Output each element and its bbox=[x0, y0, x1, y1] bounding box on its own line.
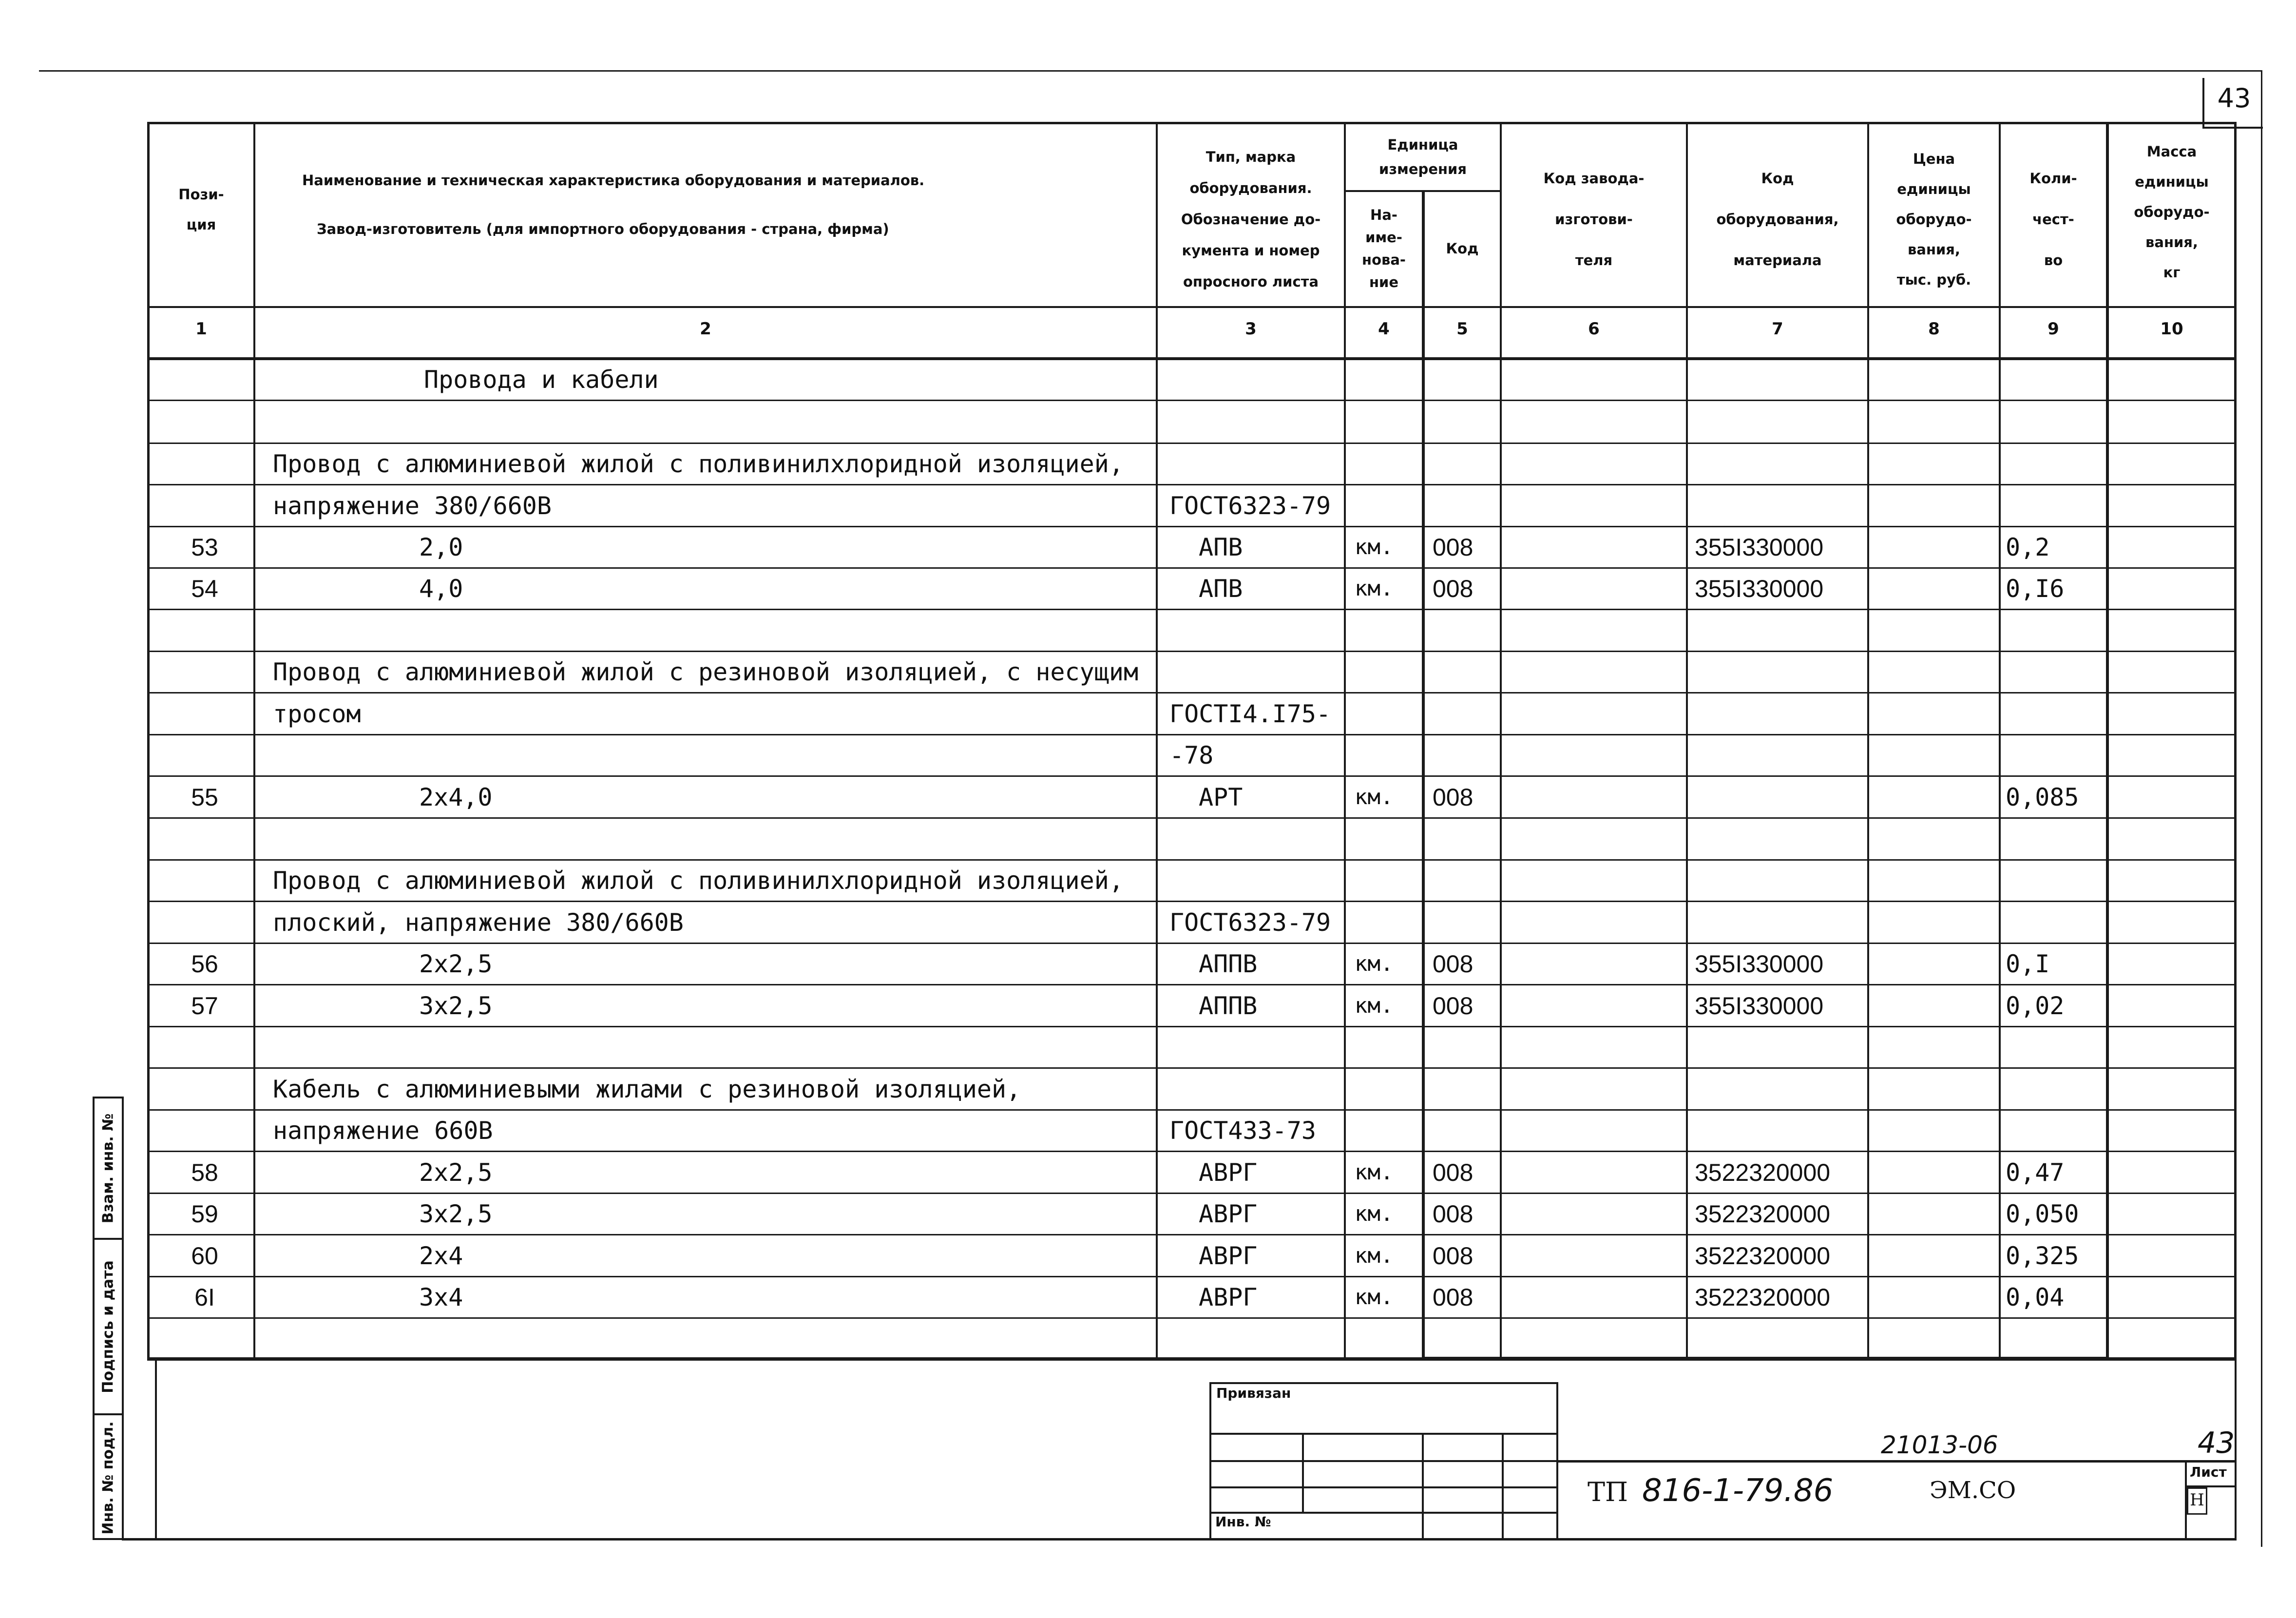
cell-position: 59 bbox=[191, 1200, 218, 1228]
cell-type: АППВ bbox=[1199, 950, 1258, 978]
table-row-line bbox=[147, 1234, 2237, 1235]
table-row-line bbox=[147, 609, 2237, 610]
cell-name: Провода и кабели bbox=[424, 366, 659, 394]
table-row-line bbox=[147, 484, 2237, 485]
cell-name: 4,0 bbox=[419, 575, 463, 603]
table-row-line bbox=[147, 1317, 2237, 1319]
cell-position: 60 bbox=[191, 1242, 218, 1270]
table-row-line bbox=[147, 526, 2237, 527]
sheet-number-bottom: 43 bbox=[2198, 1426, 2235, 1460]
privyazan-row-2 bbox=[1209, 1460, 1558, 1462]
colnum-4: 4 bbox=[1378, 319, 1390, 339]
cell-type: ГОСТ6323-79 bbox=[1169, 908, 1331, 937]
col-line-7 bbox=[1867, 122, 1869, 1360]
bottom-frame-top bbox=[147, 1358, 2237, 1360]
bottom-frame-bottom bbox=[122, 1538, 2237, 1541]
col-line-6 bbox=[1686, 122, 1688, 1360]
cell-quantity: 0,47 bbox=[2006, 1158, 2065, 1187]
cell-equipment-code: 355I330000 bbox=[1695, 534, 1824, 561]
table-row-line bbox=[147, 775, 2237, 777]
cell-position: 55 bbox=[191, 784, 218, 811]
cell-type: АППВ bbox=[1199, 992, 1258, 1020]
cell-quantity: 0,085 bbox=[2006, 783, 2079, 811]
table-row-line bbox=[147, 651, 2237, 652]
cell-unit: км. bbox=[1355, 535, 1394, 559]
col-line-8 bbox=[1999, 122, 2001, 1360]
cell-equipment-code: 3522320000 bbox=[1695, 1159, 1831, 1186]
cell-type: -78 bbox=[1169, 741, 1214, 770]
cell-position: 57 bbox=[191, 992, 218, 1020]
cell-type: АПВ bbox=[1199, 575, 1243, 603]
cell-name: Провод с алюминиевой жилой с поливинилхлоридной изоляцией, bbox=[273, 450, 1124, 478]
col-line-1 bbox=[253, 122, 255, 1360]
header-mass: Масса единицы оборудо- вания, кг bbox=[2134, 143, 2210, 281]
table-row-line bbox=[147, 1109, 2237, 1111]
colnum-7: 7 bbox=[1772, 319, 1783, 339]
cell-position: 53 bbox=[191, 534, 218, 561]
cell-equipment-code: 3522320000 bbox=[1695, 1242, 1831, 1270]
document-code: 816-1-79.86 bbox=[1642, 1473, 1834, 1509]
bottom-frame-right bbox=[2235, 1358, 2237, 1540]
privyazan-label: Привязан bbox=[1216, 1385, 1291, 1401]
cell-position: 6I bbox=[194, 1284, 215, 1311]
cell-position: 54 bbox=[191, 575, 218, 602]
colnum-5: 5 bbox=[1456, 319, 1468, 339]
side-stamp-vzam: Взам. инв. № bbox=[99, 1113, 117, 1223]
table-row-line bbox=[147, 567, 2237, 569]
header-unit-group: Единица измерения bbox=[1379, 136, 1467, 177]
privyazan-col-1 bbox=[1302, 1433, 1304, 1512]
cell-equipment-code: 355I330000 bbox=[1695, 992, 1824, 1020]
cell-unit: км. bbox=[1355, 951, 1394, 976]
colnum-8: 8 bbox=[1928, 319, 1940, 339]
cell-name: 2х4,0 bbox=[419, 783, 493, 811]
table-row-line bbox=[147, 901, 2237, 902]
side-stamp-inv-podl: Инв. № подл. bbox=[99, 1421, 117, 1535]
cell-unit-code: 008 bbox=[1433, 992, 1473, 1020]
cell-name: плоский, напряжение 380/660В bbox=[273, 908, 684, 937]
cell-type: ГОСТ6323-79 bbox=[1169, 492, 1331, 520]
cell-name: напряжение 660В bbox=[273, 1117, 493, 1145]
cell-name: Провод с алюминиевой жилой с поливинилхлоридной изоляцией, bbox=[273, 867, 1124, 895]
privyazan-row-1 bbox=[1209, 1433, 1558, 1435]
table-row-line bbox=[147, 817, 2237, 819]
cell-type: ГОСТI4.I75- bbox=[1169, 700, 1331, 728]
table-row-line bbox=[147, 1026, 2237, 1027]
col-line-2 bbox=[1156, 122, 1158, 1360]
colnum-1: 1 bbox=[195, 319, 207, 339]
cell-name: 2х4 bbox=[419, 1242, 463, 1270]
header-name-line1: Наименование и техническая характеристика оборудования и материалов. bbox=[302, 172, 925, 189]
section-code: ЭМ.СО bbox=[1930, 1477, 2016, 1504]
cell-unit-code: 008 bbox=[1433, 950, 1473, 978]
cell-unit-code: 008 bbox=[1433, 784, 1473, 811]
sheet-in-box: Н bbox=[2187, 1487, 2207, 1515]
cell-unit-code: 008 bbox=[1433, 1284, 1473, 1311]
table-row-line bbox=[147, 1276, 2237, 1277]
cell-type: АВРГ bbox=[1199, 1158, 1258, 1187]
header-equipment-code: Код оборудования, материала bbox=[1716, 170, 1839, 269]
table-row-line bbox=[147, 984, 2237, 985]
cell-unit-code: 008 bbox=[1433, 1242, 1473, 1270]
cell-quantity: 0,I6 bbox=[2006, 575, 2065, 603]
privyazan-row-3 bbox=[1209, 1486, 1558, 1488]
table-row-line bbox=[147, 1151, 2237, 1152]
col-line-9 bbox=[2106, 122, 2109, 1360]
cell-type: АВРГ bbox=[1199, 1200, 1258, 1228]
table-row-line bbox=[147, 443, 2237, 444]
colnum-2: 2 bbox=[700, 319, 711, 339]
header-bottom-line bbox=[147, 306, 2237, 308]
cell-type: АВРГ bbox=[1199, 1283, 1258, 1311]
header-position: Пози- ция bbox=[178, 186, 224, 233]
table-row-line bbox=[147, 400, 2237, 401]
title-block-top bbox=[1558, 1460, 2237, 1463]
colnum-bottom-line bbox=[147, 357, 2237, 360]
cell-name: 2,0 bbox=[419, 533, 463, 561]
cell-unit: км. bbox=[1355, 785, 1394, 809]
cell-unit: км. bbox=[1355, 1243, 1394, 1268]
cell-quantity: 0,325 bbox=[2006, 1242, 2079, 1270]
col-line-4 bbox=[1422, 190, 1425, 1360]
cell-unit-code: 008 bbox=[1433, 575, 1473, 602]
cell-unit: км. bbox=[1355, 576, 1394, 601]
cell-equipment-code: 3522320000 bbox=[1695, 1284, 1831, 1311]
sheet-right-border bbox=[2261, 70, 2262, 1547]
cell-quantity: 0,I bbox=[2006, 950, 2050, 978]
cell-type: АПВ bbox=[1199, 533, 1243, 561]
cell-quantity: 0,02 bbox=[2006, 992, 2065, 1020]
cell-type: ГОСТ433-73 bbox=[1169, 1117, 1317, 1145]
table-row-line bbox=[147, 1193, 2237, 1194]
table-row-line bbox=[147, 734, 2237, 735]
sheet-label: Лист bbox=[2190, 1464, 2227, 1480]
table-row-line bbox=[147, 859, 2237, 861]
cell-type: АРТ bbox=[1199, 783, 1243, 811]
cell-name: 3х4 bbox=[419, 1283, 463, 1311]
cell-position: 56 bbox=[191, 950, 218, 978]
header-quantity: Коли- чест- во bbox=[2029, 170, 2077, 269]
cell-equipment-code: 3522320000 bbox=[1695, 1200, 1831, 1228]
bottom-frame-left bbox=[155, 1358, 157, 1540]
document-code-prefix: ТП bbox=[1588, 1477, 1628, 1507]
cell-unit: км. bbox=[1355, 1160, 1394, 1185]
colnum-9: 9 bbox=[2047, 319, 2059, 339]
privyazan-col-2 bbox=[1422, 1433, 1424, 1538]
cell-equipment-code: 355I330000 bbox=[1695, 950, 1824, 978]
cell-name: напряжение 380/660В bbox=[273, 492, 552, 520]
privyazan-col-3 bbox=[1502, 1433, 1504, 1538]
cell-name: тросом bbox=[273, 700, 361, 728]
header-plant-code: Код завода- изготови- теля bbox=[1543, 170, 1645, 269]
cell-unit-code: 008 bbox=[1433, 534, 1473, 561]
cell-unit-code: 008 bbox=[1433, 1200, 1473, 1228]
table-row-line bbox=[147, 943, 2237, 944]
colnum-3: 3 bbox=[1245, 319, 1257, 339]
colnum-10: 10 bbox=[2160, 319, 2183, 339]
cell-name: 2х2,5 bbox=[419, 950, 493, 978]
cell-unit: км. bbox=[1355, 1285, 1394, 1310]
table-row-line bbox=[147, 1067, 2237, 1069]
cell-quantity: 0,2 bbox=[2006, 533, 2050, 561]
cell-name: 3х2,5 bbox=[419, 992, 493, 1020]
colnum-6: 6 bbox=[1588, 319, 1600, 339]
header-name-line2: Завод-изготовитель (для импортного оборудования - страна, фирма) bbox=[317, 221, 889, 237]
cell-name: 3х2,5 bbox=[419, 1200, 493, 1228]
cell-name: Провод с алюминиевой жилой с резиновой изоляцией, с несущим bbox=[273, 658, 1139, 686]
cell-name: 2х2,5 bbox=[419, 1158, 493, 1187]
cell-quantity: 0,04 bbox=[2006, 1283, 2065, 1311]
sheet-top-border bbox=[39, 70, 2261, 72]
cell-type: АВРГ bbox=[1199, 1242, 1258, 1270]
header-unit-name: На- име- нова- ние bbox=[1362, 207, 1406, 290]
col-line-5 bbox=[1500, 122, 1502, 1360]
handwritten-number: 21013-06 bbox=[1881, 1431, 1998, 1459]
header-unit-code: Код bbox=[1446, 240, 1479, 257]
cell-name: Кабель с алюминиевыми жилами с резиновой изоляцией, bbox=[273, 1075, 1021, 1103]
table-row-line bbox=[147, 692, 2237, 693]
header-price: Цена единицы оборудо- вания, тыс. руб. bbox=[1896, 151, 1972, 288]
header-type: Тип, марка оборудования. Обозначение до- кумента и номер опросного листа bbox=[1181, 149, 1321, 290]
cell-equipment-code: 355I330000 bbox=[1695, 575, 1824, 602]
corner-sheet-number: 43 bbox=[2217, 83, 2251, 114]
cell-unit: км. bbox=[1355, 993, 1394, 1018]
inv-no-label: Инв. № bbox=[1215, 1514, 1271, 1530]
col-line-3 bbox=[1344, 122, 1346, 1360]
cell-position: 58 bbox=[191, 1159, 218, 1186]
side-stamp-podpis: Подпись и дата bbox=[99, 1260, 117, 1393]
cell-unit-code: 008 bbox=[1433, 1159, 1473, 1186]
cell-quantity: 0,050 bbox=[2006, 1200, 2079, 1228]
cell-unit: км. bbox=[1355, 1201, 1394, 1226]
